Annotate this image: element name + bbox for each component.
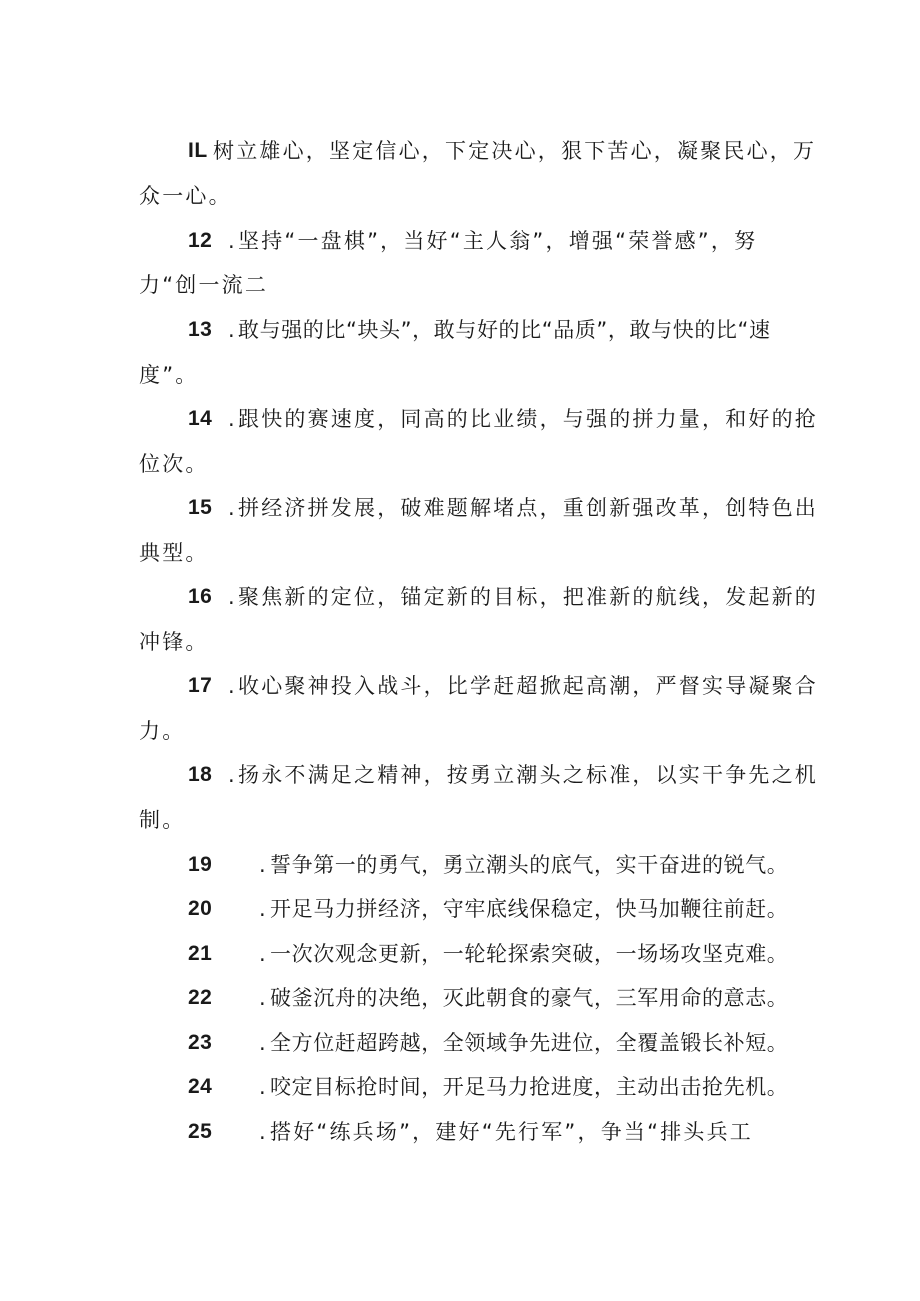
item-number: 23 <box>188 1031 213 1054</box>
item-text-line: 一次次观念更新，一轮轮探索突破，一场场攻坚克难。 <box>270 942 789 966</box>
item-number: 21 <box>188 942 213 965</box>
item-separator: . <box>259 897 266 921</box>
item-text-line: 全方位赶超跨越，全领域争先进位，全覆盖锻长补短。 <box>270 1031 789 1055</box>
item-number: 13 <box>188 318 213 341</box>
item-text-line: 众一心。 <box>139 184 232 208</box>
item-text-line: 聚焦新的定位，锚定新的目标，把准新的航线，发起新的 <box>238 585 818 609</box>
item-text-line: 力。 <box>139 719 186 743</box>
item-text-line: 破釜沉舟的决绝，灭此朝食的豪气，三军用命的意志。 <box>270 986 789 1010</box>
item-separator: . <box>228 674 235 698</box>
item-separator: . <box>228 585 235 609</box>
item-separator: . <box>259 942 266 966</box>
item-text-line: 咬定目标抢时间，开足马力抢进度，主动出击抢先机。 <box>270 1075 789 1099</box>
item-text-line: 跟快的赛速度，同高的比业绩，与强的拼力量，和好的抢 <box>238 407 818 431</box>
item-text-line: 搭好“练兵场”，建好“先行军”，争当“排头兵工 <box>270 1120 753 1144</box>
item-separator: . <box>228 407 235 431</box>
item-text-line: 力“创一流二 <box>139 273 269 297</box>
item-text-line: 敢与强的比“块头”，敢与好的比“品质”，敢与快的比“速 <box>238 318 771 342</box>
item-text-line: 树立雄心，坚定信心，下定决心，狠下苦心，凝聚民心，万 <box>213 139 817 163</box>
item-separator: . <box>228 229 235 253</box>
item-number: 18 <box>188 763 213 786</box>
item-text-line: 拼经济拼发展，破难题解堵点，重创新强改革，创特色出 <box>238 496 818 520</box>
item-separator: . <box>259 986 266 1010</box>
item-number: IL <box>188 139 208 162</box>
item-number: 20 <box>188 897 213 920</box>
item-text-line: 典型。 <box>139 541 209 565</box>
item-separator: . <box>228 763 235 787</box>
item-text-line: 冲锋。 <box>139 630 209 654</box>
item-separator: . <box>259 1120 266 1144</box>
item-separator: . <box>259 1031 266 1055</box>
item-separator: . <box>228 318 235 342</box>
item-separator: . <box>259 853 266 877</box>
item-separator: . <box>228 496 235 520</box>
item-text-line: 度”。 <box>139 363 199 387</box>
item-number: 24 <box>188 1075 213 1098</box>
item-number: 19 <box>188 853 213 876</box>
item-separator: . <box>259 1075 266 1099</box>
item-text-line: 位次。 <box>139 452 209 476</box>
item-number: 14 <box>188 407 213 430</box>
item-text-line: 坚持“一盘棋”，当好“主人翁”，增强“荣誉感”，努 <box>238 229 758 253</box>
item-text-line: 开足马力拼经济，守牢底线保稳定，快马加鞭往前赶。 <box>270 897 789 921</box>
item-number: 15 <box>188 496 213 519</box>
item-number: 16 <box>188 585 213 608</box>
item-number: 25 <box>188 1120 213 1143</box>
item-number: 12 <box>188 229 213 252</box>
item-text-line: 扬永不满足之精神，按勇立潮头之标准，以实干争先之机 <box>238 763 818 787</box>
item-number: 22 <box>188 986 213 1009</box>
item-text-line: 誓争第一的勇气，勇立潮头的底气，实干奋进的锐气。 <box>270 853 789 877</box>
item-text-line: 制。 <box>139 808 186 832</box>
item-text-line: 收心聚神投入战斗，比学赶超掀起高潮，严督实导凝聚合 <box>238 674 818 698</box>
item-number: 17 <box>188 674 213 697</box>
